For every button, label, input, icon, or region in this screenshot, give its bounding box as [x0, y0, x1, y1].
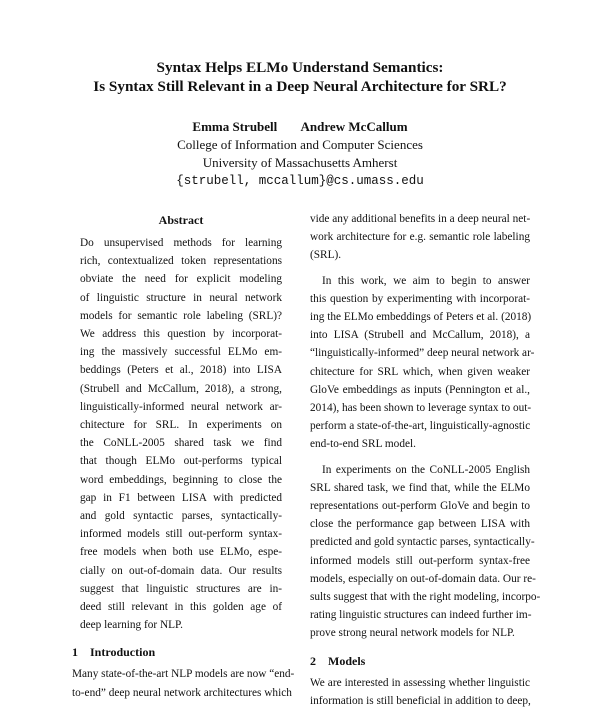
- body-line: In this work, we aim to begin to answer: [322, 274, 530, 287]
- abstract-line: rich, contextualized token representations: [80, 255, 282, 268]
- abstract-line: that though ELMo out-performs typical: [80, 455, 282, 468]
- abstract-line: ing the massively successful ELMo em-: [80, 346, 282, 359]
- affiliation: College of Information and Computer Sciences: [177, 137, 423, 152]
- body-line: In experiments on the CoNLL-2005 English: [322, 463, 530, 476]
- intro-line: Many state-of-the-art NLP models are now “end-: [72, 668, 295, 681]
- body-line: perform a state-of-the-art, linguistically-agnostic: [310, 420, 531, 433]
- left-column: [72, 210, 295, 702]
- body-line: informed models still out-perform syntax-free: [310, 554, 530, 567]
- abstract-line: obviate the need for explicit modeling: [80, 273, 282, 286]
- abstract-line: free models when both use ELMo, espe-: [80, 546, 282, 559]
- abstract-line: word embeddings, beginning to close the: [80, 473, 282, 486]
- abstract-heading: Abstract: [158, 213, 204, 227]
- models-line: We are interested in assessing whether linguistic: [310, 676, 530, 689]
- abstract-line: (Strubell and McCallum, 2018), a strong,: [80, 382, 282, 395]
- intro-line: to-end” deep neural network architectures which: [72, 686, 292, 699]
- section-title: Models: [328, 653, 366, 668]
- body-line: close the performance gap between LISA with: [310, 518, 530, 531]
- body-line: “linguistically-informed” deep neural network ar-: [310, 347, 535, 360]
- section-number: 1: [72, 645, 78, 660]
- author-name: Emma Strubell: [192, 119, 278, 134]
- abstract-line: chitecture for SRL. In experiments on: [80, 419, 282, 432]
- author-names: [40, 118, 560, 136]
- section-number: 2: [310, 653, 316, 668]
- abstract-line: of linguistic structure in neural network: [80, 291, 282, 304]
- body-line: SRL shared task, we find that, while the ELMo: [310, 481, 530, 494]
- abstract-line: deep learning for NLP.: [80, 619, 183, 632]
- section-title: Introduction: [90, 645, 156, 660]
- abstract-line: suggest that linguistic structures are in-: [80, 582, 282, 595]
- body-line: 2014), has been shown to leverage syntax to out-: [310, 402, 532, 415]
- body-line: this question by experimenting with incorporat-: [310, 292, 530, 305]
- body-line: representations out-perform GloVe and begin to: [310, 500, 530, 513]
- body-line: predicted and gold syntactic parses, syntactically-: [310, 536, 535, 549]
- abstract-line: gap in F1 between LISA with predicted: [80, 491, 282, 504]
- body-line: ing the ELMo embeddings of Peters et al. (2018): [310, 311, 532, 324]
- body-line: work architecture for e.g. semantic role labeling: [310, 231, 530, 244]
- abstract-line: We address this question by incorporat-: [80, 328, 282, 341]
- section-heading-models: [310, 650, 530, 674]
- body-line: prove strong neural network models for NLP.: [310, 627, 515, 640]
- author-name: Andrew McCallum: [300, 119, 408, 134]
- abstract-line: Do unsupervised methods for learning: [80, 237, 282, 249]
- abstract-line: beddings (Peters et al., 2018) into LISA: [80, 364, 282, 377]
- body-line: sults suggest that with the right modeling, incorpo-: [310, 591, 541, 604]
- body-line: rating linguistic structures can indeed further im-: [310, 609, 532, 622]
- abstract-body: [72, 234, 290, 634]
- email: {strubell, mccallum}@cs.umass.edu: [176, 174, 424, 188]
- abstract-line: linguistically-informed neural network ar-: [80, 400, 282, 413]
- body-line: end-to-end SRL model.: [310, 438, 416, 451]
- models-line: information is still beneficial in addition to deep,: [310, 694, 531, 707]
- author-block: [40, 118, 560, 190]
- abstract-line: models for semantic role labeling (SRL)?: [80, 309, 282, 322]
- abstract-line: informed models still out-perform syntax-: [80, 528, 282, 541]
- body-line: GloVe embeddings as inputs (Pennington et al.,: [310, 383, 530, 396]
- body-line: (SRL).: [310, 249, 342, 262]
- abstract-line: cially on out-of-domain data. Our results: [80, 564, 282, 577]
- title-line-2: Is Syntax Still Relevant in a Deep Neural Architecture for SRL?: [93, 78, 507, 95]
- right-column: [310, 210, 541, 710]
- abstract-line: and gold syntactic parses, syntactically-: [80, 510, 282, 523]
- paper-title: [40, 58, 560, 96]
- abstract-line: the CoNLL-2005 shared task we find: [80, 437, 282, 450]
- section-heading-introduction: [72, 641, 290, 665]
- body-line: into LISA (Strubell and McCallum, 2018), a: [310, 329, 530, 342]
- body-line: chitecture for SRL which, when given weaker: [310, 365, 530, 378]
- title-line-1: Syntax Helps ELMo Understand Semantics:: [156, 59, 444, 76]
- abstract-line: deed still relevant in this golden age of: [80, 601, 282, 614]
- body-line: models, especially on out-of-domain data. Our re-: [310, 572, 536, 585]
- body-line: vide any additional benefits in a deep neural net-: [310, 213, 531, 225]
- university: University of Massachusetts Amherst: [202, 155, 398, 170]
